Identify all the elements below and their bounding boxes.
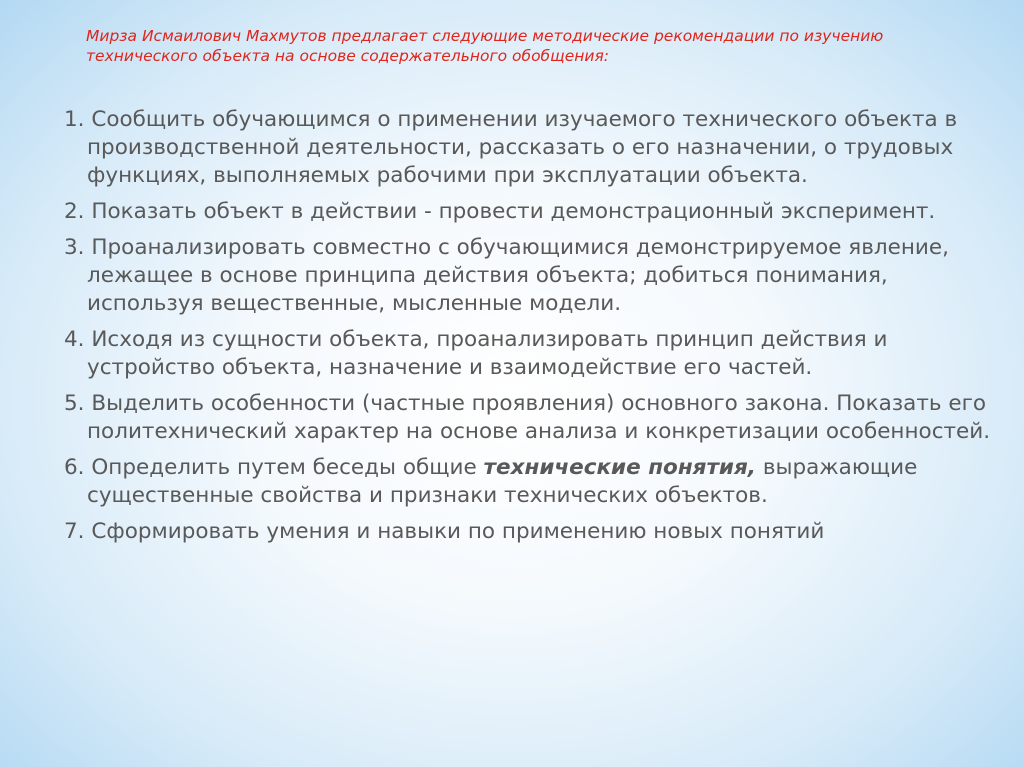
list-item-text: 5. Выделить особенности (частные проявления) основного закона. Показать его политехнический характер на основе анализа и конкретизации особенностей.: [64, 391, 991, 444]
list-item-text-before: 6. Определить путем беседы общие: [64, 455, 484, 480]
list-item: [64, 518, 1004, 546]
recommendations-list: [64, 106, 1004, 554]
list-item: [64, 234, 1004, 318]
emphasized-term: технические понятия,: [483, 455, 756, 480]
list-item-text: 4. Исходя из сущности объекта, проанализировать принцип действия и устройство объекта, назначение и взаимодействие его частей.: [64, 327, 888, 380]
list-item-text: 1. Сообщить обучающимся о применении изучаемого технического объекта в производственной деятельности, рассказать о его назначении, о трудовых функциях, выполняемых рабочими при эксплуатации объекта.: [64, 107, 958, 188]
list-item-text-after: выражающие существенные свойства и признаки технических объектов.: [87, 455, 918, 508]
list-item-text: 2. Показать объект в действии - провести демонстрационный эксперимент.: [64, 199, 936, 224]
list-item: [64, 326, 1004, 382]
list-item: [64, 454, 1004, 510]
list-item-text: 3. Проанализировать совместно с обучающимися демонстрируемое явление, лежащее в основе принципа действия объекта; добиться понимания, используя вещественные, мысленные модели.: [64, 235, 949, 316]
list-item: [64, 390, 1004, 446]
list-item: [64, 198, 1004, 226]
list-item-text: 7. Сформировать умения и навыки по применению новых понятий: [64, 519, 825, 544]
intro-text: Мирза Исмаилович Махмутов предлагает следующие методические рекомендации по изучению технического объекта на основе содержательного обобщения:: [86, 27, 884, 65]
list-item: [64, 106, 1004, 190]
